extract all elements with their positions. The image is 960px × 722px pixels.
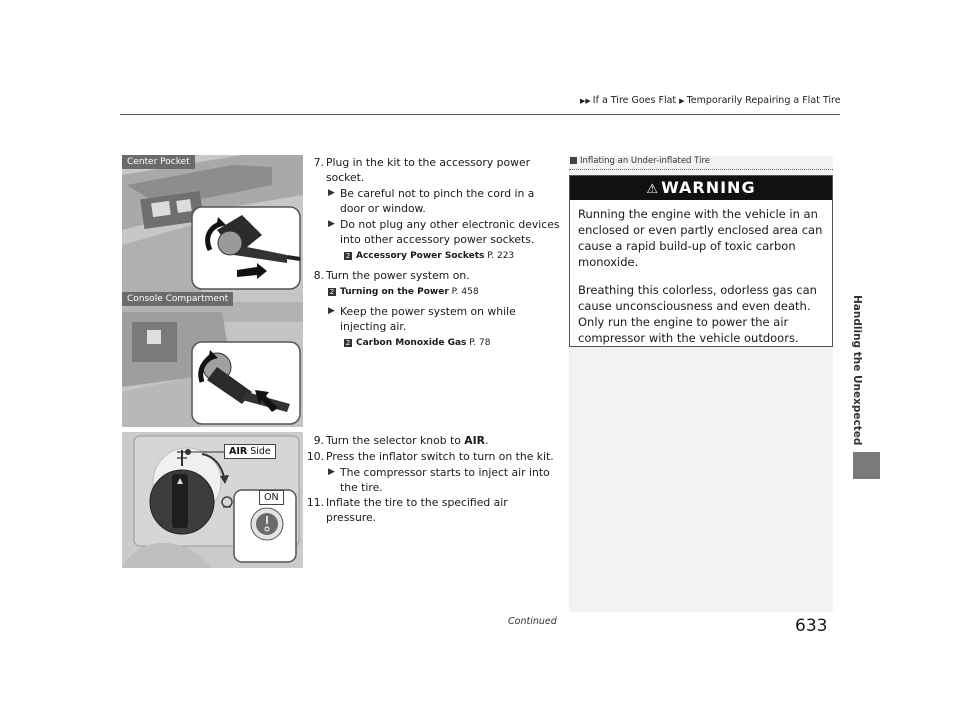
reference-icon: 2 <box>345 251 351 260</box>
step-11-text: Inflate the tire to the specified air pressure. <box>326 496 508 524</box>
step-8 <box>306 268 561 283</box>
sub-arrow-icon: ▶ <box>328 306 335 316</box>
step-10-sub-1-text: The compressor starts to inject air into the tire. <box>340 466 550 494</box>
step-8-sub-1 <box>306 304 561 334</box>
sub-arrow-icon: ▶ <box>328 467 335 477</box>
step-7-sub-1 <box>306 186 561 216</box>
panel-title: Inflating an Under-inflated Tire <box>580 156 710 166</box>
center-pocket-illustration <box>122 155 303 293</box>
step-11-number: 11. <box>306 496 324 509</box>
section-side-label: Handling the Unexpected <box>851 295 863 446</box>
figure-label-console-compartment: Console Compartment <box>122 292 233 306</box>
step-8-text: Turn the power system on. <box>326 269 470 282</box>
reference-icon: 2 <box>345 338 351 347</box>
warning-paragraph-1: Running the engine with the vehicle in an enclosed or even partly enclosed area can cause a rapid build-up of toxic carbon monoxide. <box>578 207 823 269</box>
air-side-bold: AIR <box>229 446 248 457</box>
breadcrumb-part-1[interactable]: If a Tire Goes Flat <box>592 95 677 106</box>
step-9 <box>306 433 561 448</box>
step-9-text-a: Turn the selector knob to <box>326 434 465 447</box>
step-10-number: 10. <box>306 450 324 463</box>
step-7-sub-2-text: Do not plug any other electronic devices into other accessory power sockets. <box>340 218 560 246</box>
reference-icon: 2 <box>329 287 335 296</box>
ref-page: P. 458 <box>448 287 479 297</box>
figure-center-pocket <box>122 155 303 293</box>
step-7-sub-1-text: Be careful not to pinch the cord in a door or window. <box>340 187 535 215</box>
step-7-sub-2 <box>306 217 561 247</box>
step-10-sub-1 <box>306 465 561 495</box>
on-callout: ON <box>259 490 284 505</box>
ref-bold: Carbon Monoxide Gas <box>356 338 467 348</box>
figure-selector-knob <box>122 432 303 568</box>
warning-box <box>569 175 833 347</box>
ref-carbon-monoxide-gas[interactable] <box>306 336 561 351</box>
step-8-number: 8. <box>313 269 324 282</box>
step-10 <box>306 449 561 464</box>
step-11 <box>306 495 561 525</box>
breadcrumb-separator-icon: ▶ <box>679 97 685 105</box>
figure-label-center-pocket: Center Pocket <box>122 155 195 169</box>
air-side-callout <box>224 444 276 459</box>
air-side-rest: Side <box>247 446 271 457</box>
header-rule <box>120 114 840 115</box>
ref-page: P. 78 <box>466 338 491 348</box>
warning-triangle-icon: ⚠ <box>646 182 660 197</box>
ref-bold: Turning on the Power <box>340 287 449 297</box>
sub-arrow-icon: ▶ <box>328 219 335 229</box>
figure-console-compartment <box>122 292 303 427</box>
continued-label: Continued <box>508 616 557 627</box>
step-9-text-b: AIR <box>464 434 485 447</box>
sub-arrow-icon: ▶ <box>328 188 335 198</box>
step-9-text-c: . <box>484 434 489 447</box>
ref-turning-on-the-power[interactable] <box>306 285 561 300</box>
step-8-sub-1-text: Keep the power system on while injecting air. <box>340 305 516 333</box>
section-tab-marker <box>853 452 880 479</box>
notes-panel <box>569 156 833 612</box>
step-7-number: 7. <box>313 156 324 169</box>
breadcrumb-arrow-icon: ▶▶ <box>580 97 591 105</box>
steps-column <box>306 155 561 355</box>
steps-column-lower <box>306 433 561 526</box>
page-number: 633 <box>795 616 828 636</box>
breadcrumb <box>580 95 840 106</box>
panel-rule <box>569 169 833 170</box>
warning-paragraph-2: Breathing this colorless, odorless gas can cause unconsciousness and even death. Only run the engine to power the air compressor with the vehicle outdoors. <box>578 283 817 345</box>
ref-accessory-power-sockets[interactable] <box>306 249 561 264</box>
step-7-text: Plug in the kit to the accessory power socket. <box>326 156 531 184</box>
panel-heading <box>569 156 833 170</box>
warning-header <box>570 176 832 200</box>
step-7 <box>306 155 561 185</box>
breadcrumb-part-2[interactable]: Temporarily Repairing a Flat Tire <box>686 95 841 106</box>
ref-page: P. 223 <box>484 251 515 261</box>
ref-bold: Accessory Power Sockets <box>356 251 485 261</box>
step-10-text: Press the inflator switch to turn on the kit. <box>326 450 554 463</box>
console-compartment-illustration <box>122 292 303 427</box>
warning-title: WARNING <box>661 178 756 197</box>
note-marker-icon <box>570 157 577 164</box>
step-9-number: 9. <box>313 434 324 447</box>
